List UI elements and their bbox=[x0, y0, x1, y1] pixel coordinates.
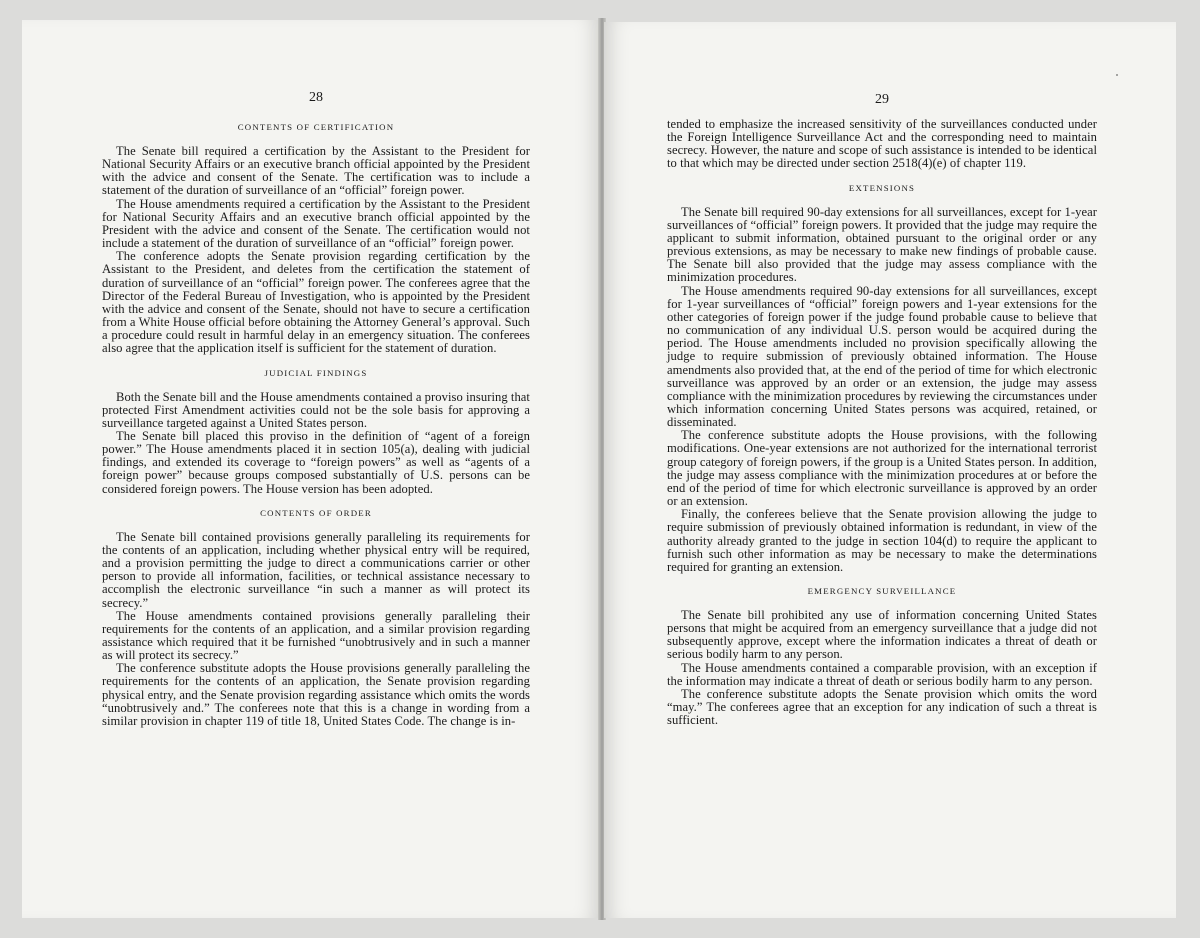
section-heading: EXTENSIONS bbox=[848, 182, 916, 193]
paragraph: The House amendments required a certification by the Assistant to the President for National Security Affairs and an executive branch official appointed by the President with the advice and consent of the Senate. The certification would not include a statement of the duration of surveillance of an “official” foreign power. bbox=[102, 196, 530, 251]
paragraph: The Senate bill required 90-day extensions for all surveillances, except for 1-year surveillances of “official” foreign powers. It provided that the judge may require the applicant to submit information, obtained pursuant to the original order or any previous extensions, as may be necessary to make new findings of probable cause. The Senate bill also provided that the judge may assess compliance with the minimization procedures. bbox=[667, 204, 1097, 285]
continued-paragraph: tended to emphasize the increased sensitivity of the surveillances conducted under the Foreign Intelligence Surveillance Act and the corresponding need to maintain secrecy. However, the nature and scope of such assistance is intended to be identical to that which may be directed under section 2518(4)(e) of chapter 119. bbox=[667, 117, 1097, 171]
paragraph: The House amendments required 90-day extensions for all surveillances, except for 1-year surveillances of “official” foreign powers and 1-year extensions for the other categories of foreign power if the judge found probable cause to believe that no communication of any individual U.S. person would be acquired during the period. The House amendments included no provision specifically allowing the judge to require submission of previously obtained information. The House amendments also provided that, at the end of the period of time for which electronic surveillance was approved by an order or an extension, the judge may assess compliance with the minimization procedures by reviewing the circumstances under which information concerning United States persons was acquired, retained, or disseminated. bbox=[667, 283, 1097, 430]
left-page bbox=[22, 20, 600, 918]
right-page-text bbox=[667, 118, 1097, 727]
page-number: 29 bbox=[875, 92, 889, 107]
paragraph: The House amendments contained provisions generally paralleling their requirements for the contents of an application, and a similar provision regarding assistance which required that it be furnished “unobtrusively and in such a manner as will protect its secrecy.” bbox=[102, 608, 530, 663]
paragraph: The conference substitute adopts the Senate provision which omits the word “may.” The conferees agree that an exception for any indication of such a threat is sufficient. bbox=[667, 686, 1097, 728]
section-heading: CONTENTS OF CERTIFICATION bbox=[237, 122, 395, 132]
section-heading: JUDICIAL FINDINGS bbox=[264, 367, 368, 378]
paragraph: The Senate bill contained provisions generally paralleling its requirements for the contents of an application, including whether physical entry will be required, and a provision permitting the judge to direct a communications carrier or other person to provide all information, facilities, or technical assistance necessary to accomplish the electronic surveillance “in such a manner as will protect its secrecy.” bbox=[102, 529, 530, 610]
section-heading: CONTENTS OF ORDER bbox=[260, 507, 372, 518]
paragraph: The conference adopts the Senate provision regarding certification by the Assistant to the President, and deletes from the certification the statement of duration of surveillance of an “official” foreign power. The conferees agree that the Director of the Federal Bureau of Investigation, who is appointed by the President with the advice and consent of the Senate, should not have to secure a certification from a White House official before obtaining the Attorney General’s approval. Such a procedure could result in harmful delay in an emergency situation. The conferees also agree that the application itself is sufficient for the statement of duration. bbox=[102, 249, 530, 356]
paragraph: The conference substitute adopts the House provisions generally paralleling the requirements for the contents of an application, the Senate provision regarding physical entry, and the Senate provision regarding assistance which omits the words “unobtrusively and.” The conferees note that this is a change in wording from a similar provision in chapter 119 of title 18, United States Code. The change is in- bbox=[102, 661, 530, 728]
paragraph: The Senate bill placed this proviso in the definition of “agent of a foreign power.” The House amendments placed it in section 105(a), dealing with judicial findings, and extended its coverage to “foreign powers” as well as “agents of a foreign power” because groups composed substantially of U.S. persons can be considered foreign powers. The House version has been adopted. bbox=[102, 428, 530, 496]
right-page bbox=[604, 22, 1176, 918]
paper-speck bbox=[1116, 74, 1118, 76]
section-heading: EMERGENCY SURVEILLANCE bbox=[807, 586, 957, 596]
paragraph: The conference substitute adopts the House provisions, with the following modifications. One-year extensions are not authorized for the international terrorist group category of foreign powers, if the group is a United States person. In addition, the judge may assess compliance with the minimization procedures at or before the end of the period of time for which electronic surveillance is approved by an order or an extension. bbox=[667, 428, 1097, 509]
paragraph: The House amendments contained a comparable provision, with an exception if the information may indicate a threat of death or serious bodily harm to any person. bbox=[667, 660, 1097, 688]
paragraph: Finally, the conferees believe that the Senate provision allowing the judge to require submission of previously obtained information is redundant, in view of the authority already granted to the judge in section 104(d) to require the applicant to furnish such other information as may be necessary to make the determinations required for granting an extension. bbox=[667, 507, 1097, 574]
left-page-text bbox=[102, 122, 530, 728]
paragraph: The Senate bill prohibited any use of information concerning United States persons that might be acquired from an emergency surveillance that a judge did not subsequently approve, except where the information indicates a threat of death or serious bodily harm to any person. bbox=[667, 608, 1097, 662]
page-number: 28 bbox=[309, 90, 323, 105]
paragraph: The Senate bill required a certification by the Assistant to the President for National Security Affairs or an executive branch official appointed by the President with the advice and consent of the Senate. The certification was to include a statement of the duration of surveillance of an “official” foreign power. bbox=[102, 144, 530, 198]
paragraph: Both the Senate bill and the House amendments contained a proviso insuring that protected First Amendment activities could not be the sole basis for approving a surveillance targeted against a United States person. bbox=[102, 389, 530, 430]
